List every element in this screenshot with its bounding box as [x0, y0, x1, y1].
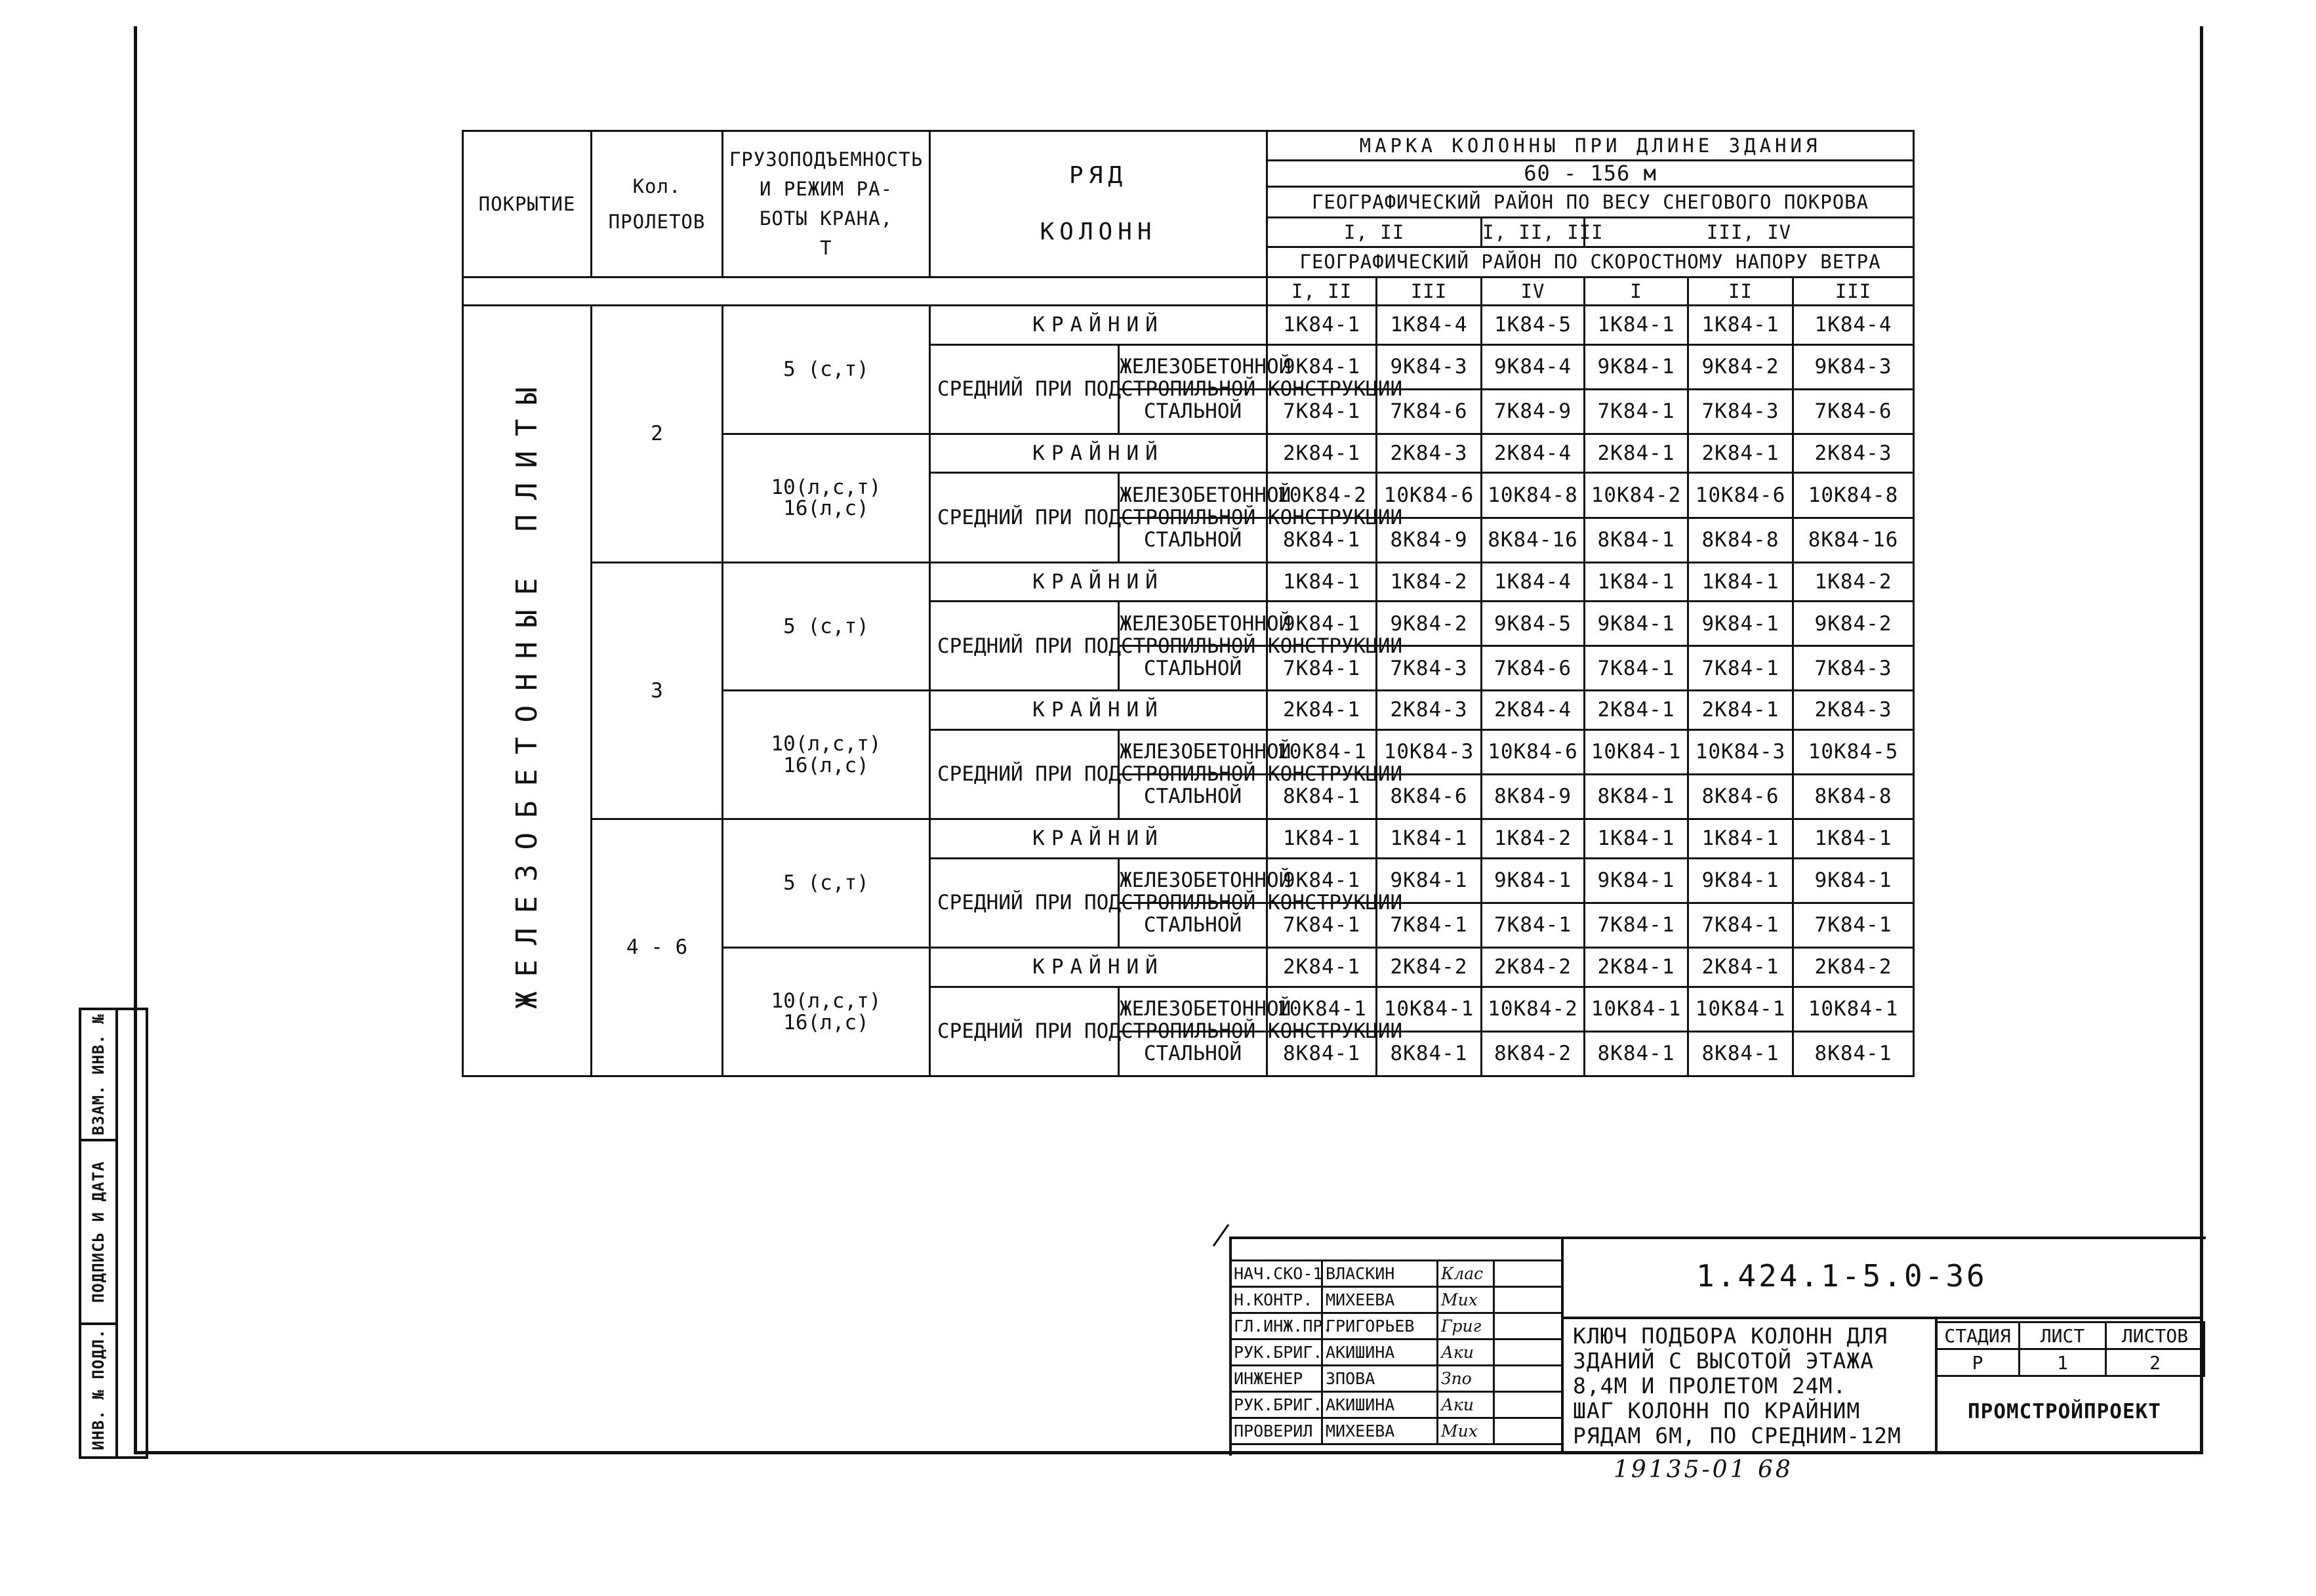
column-mark-cell: 7К84-3 [1377, 646, 1482, 691]
stamp-signature-date [81, 1141, 115, 1325]
crane-capacity: 10(л,с,т) 16(л,с) [723, 691, 930, 819]
crane-capacity: 5 (с,т) [723, 306, 930, 434]
column-mark-cell: 8К84-8 [1688, 518, 1793, 562]
cover-type-cell [463, 306, 592, 1076]
column-mark-cell: 8К84-1 [1585, 1031, 1688, 1076]
material-reinforced-concrete: ЖЕЛЕЗОБЕТОННОЙ [1119, 987, 1267, 1031]
header-crane-line1: ГРУЗОПОДЪЕМНОСТЬ [729, 148, 924, 171]
header-wind-col: III [1377, 277, 1482, 306]
column-mark-cell: 1К84-2 [1377, 562, 1482, 602]
column-mark-cell: 1К84-1 [1267, 562, 1377, 602]
column-mark-cell: 10К84-6 [1482, 730, 1585, 775]
signature-signature: Клас [1438, 1261, 1494, 1287]
column-selection-table [462, 130, 1915, 1077]
signature-name: ВЛАСКИН [1322, 1261, 1438, 1287]
header-spacer [463, 277, 1267, 306]
column-mark-cell: 8К84-9 [1482, 775, 1585, 819]
signature-name: АКИШИНА [1322, 1392, 1438, 1418]
row-middle-label: СРЕДНИЙ ПРИ ПОДСТРОПИЛЬНОЙ КОНСТРУКЦИИ [930, 473, 1119, 562]
header-spans-line1: Кол. [632, 174, 681, 197]
column-mark-cell: 1К84-1 [1585, 306, 1688, 345]
title-block-tick [1213, 1224, 1229, 1246]
column-mark-cell: 2К84-2 [1482, 948, 1585, 987]
column-mark-cell: 9К84-1 [1585, 602, 1688, 646]
header-snow-group-2: I, II, III [1482, 217, 1585, 247]
signature-date [1494, 1287, 1562, 1313]
column-mark-cell: 9К84-5 [1482, 602, 1585, 646]
stamp-signature-date-label: ПОДПИСЬ И ДАТА [89, 1160, 108, 1303]
signature-signature: Аки [1438, 1392, 1494, 1418]
column-mark-cell: 9К84-4 [1482, 344, 1585, 389]
column-mark-cell: 7К84-1 [1793, 903, 1914, 947]
header-crane-line4: Т [820, 237, 832, 260]
header-wind-col: I [1585, 277, 1688, 306]
column-mark-cell: 7К84-6 [1793, 389, 1914, 434]
crane-capacity: 5 (с,т) [723, 562, 930, 691]
column-mark-cell: 10К84-3 [1377, 730, 1482, 775]
column-mark-cell: 8К84-6 [1688, 775, 1793, 819]
column-mark-cell: 10К84-6 [1377, 473, 1482, 518]
column-mark-cell: 2К84-3 [1377, 691, 1482, 730]
column-mark-cell: 7К84-6 [1377, 389, 1482, 434]
signature-date [1494, 1313, 1562, 1340]
description-line: ЗДАНИЙ С ВЫСОТОЙ ЭТАЖА [1573, 1348, 1875, 1374]
column-mark-cell: 9К84-2 [1377, 602, 1482, 646]
row-edge-label: КРАЙНИЙ [930, 691, 1267, 730]
column-mark-cell: 7К84-6 [1482, 646, 1585, 691]
signature-name: МИХЕЕВА [1322, 1418, 1438, 1444]
column-mark-cell: 7К84-1 [1585, 903, 1688, 947]
column-mark-cell: 10К84-1 [1267, 730, 1377, 775]
stamp-replaced-inv [81, 1010, 115, 1141]
column-mark-cell: 1К84-4 [1377, 306, 1482, 345]
stamp-original-inv-label: ИНВ. № ПОДЛ. [89, 1328, 108, 1450]
signature-date [1494, 1340, 1562, 1366]
header-wind-col: III [1793, 277, 1914, 306]
column-mark-cell: 9К84-1 [1377, 858, 1482, 903]
column-mark-cell: 7К84-1 [1377, 903, 1482, 947]
column-mark-cell: 10К84-1 [1585, 730, 1688, 775]
material-reinforced-concrete: ЖЕЛЕЗОБЕТОННОЙ [1119, 344, 1267, 389]
material-reinforced-concrete: ЖЕЛЕЗОБЕТОННОЙ [1119, 473, 1267, 518]
column-mark-cell: 2К84-1 [1585, 691, 1688, 730]
document-number: 1.424.1-5.0-36 [1696, 1258, 1987, 1294]
column-mark-cell: 10К84-2 [1482, 987, 1585, 1031]
column-mark-cell: 7К84-1 [1688, 903, 1793, 947]
column-mark-cell: 2К84-1 [1267, 948, 1377, 987]
signature-name: ГРИГОРЬЕВ [1322, 1313, 1438, 1340]
header-row-line1: РЯД [1068, 161, 1128, 189]
material-steel: СТАЛЬНОЙ [1119, 646, 1267, 691]
signature-signature: Григ [1438, 1313, 1494, 1340]
column-mark-cell: 10К84-1 [1267, 987, 1377, 1031]
column-mark-cell: 7К84-1 [1267, 389, 1377, 434]
row-edge-label: КРАЙНИЙ [930, 306, 1267, 345]
signature-role: ГЛ.ИНЖ.ПР. [1230, 1313, 1322, 1340]
column-mark-cell: 7К84-1 [1585, 646, 1688, 691]
column-mark-cell: 8К84-6 [1377, 775, 1482, 819]
header-wind-col: II [1688, 277, 1793, 306]
stamp-original-inv [81, 1325, 115, 1454]
column-mark-cell: 2К84-4 [1482, 434, 1585, 473]
column-mark-cell: 8К84-16 [1482, 518, 1585, 562]
signatures-table [1229, 1259, 1563, 1445]
material-reinforced-concrete: ЖЕЛЕЗОБЕТОННОЙ [1119, 602, 1267, 646]
column-mark-cell: 10К84-5 [1793, 730, 1914, 775]
column-mark-cell: 8К84-1 [1377, 1031, 1482, 1076]
sheet-value: 1 [2020, 1349, 2106, 1376]
sheets-value: 2 [2106, 1349, 2204, 1376]
column-mark-cell: 9К84-1 [1688, 858, 1793, 903]
header-row-line2: КОЛОНН [1040, 218, 1157, 246]
column-mark-cell: 9К84-1 [1688, 602, 1793, 646]
column-mark-cell: 2К84-1 [1585, 434, 1688, 473]
stage-header: СТАДИЯ [1936, 1322, 2020, 1349]
signature-role: Н.КОНТР. [1230, 1287, 1322, 1313]
description-line: КЛЮЧ ПОДБОРА КОЛОНН ДЛЯ [1573, 1323, 1888, 1349]
column-mark-cell: 2К84-3 [1793, 691, 1914, 730]
header-spans-line2: ПРОЛЕТОВ [608, 211, 706, 234]
column-mark-cell: 1К84-2 [1482, 819, 1585, 859]
column-mark-cell: 7К84-1 [1482, 903, 1585, 947]
header-wind-col: IV [1482, 277, 1585, 306]
column-mark-cell: 2К84-1 [1688, 948, 1793, 987]
column-mark-cell: 7К84-3 [1688, 389, 1793, 434]
material-steel: СТАЛЬНОЙ [1119, 1031, 1267, 1076]
column-mark-cell: 10К84-8 [1482, 473, 1585, 518]
column-mark-cell: 1К84-1 [1267, 819, 1377, 859]
column-mark-cell: 8К84-1 [1267, 775, 1377, 819]
column-mark-cell: 10К84-1 [1688, 987, 1793, 1031]
column-mark-cell: 9К84-1 [1585, 858, 1688, 903]
signature-date [1494, 1418, 1562, 1444]
description-line: ШАГ КОЛОНН ПО КРАЙНИМ [1573, 1398, 1861, 1423]
description-line: 8,4М И ПРОЛЕТОМ 24М. [1573, 1373, 1847, 1399]
column-mark-cell: 1К84-1 [1793, 819, 1914, 859]
column-mark-cell: 1К84-4 [1482, 562, 1585, 602]
column-mark-cell: 1К84-1 [1585, 562, 1688, 602]
column-mark-cell: 8К84-2 [1482, 1031, 1585, 1076]
row-middle-label: СРЕДНИЙ ПРИ ПОДСТРОПИЛЬНОЙ КОНСТРУКЦИИ [930, 344, 1119, 434]
column-mark-cell: 8К84-1 [1793, 1031, 1914, 1076]
column-mark-cell: 2К84-4 [1482, 691, 1585, 730]
sheet-description [1573, 1324, 1901, 1448]
row-middle-label: СРЕДНИЙ ПРИ ПОДСТРОПИЛЬНОЙ КОНСТРУКЦИИ [930, 730, 1119, 819]
sheet-header: ЛИСТ [2020, 1322, 2106, 1349]
column-mark-cell: 9К84-1 [1793, 858, 1914, 903]
column-mark-cell: 8К84-1 [1267, 518, 1377, 562]
column-mark-cell: 9К84-2 [1688, 344, 1793, 389]
column-mark-cell: 10К84-8 [1793, 473, 1914, 518]
column-mark-cell: 1К84-4 [1793, 306, 1914, 345]
column-mark-cell: 1К84-2 [1793, 562, 1914, 602]
signature-signature: Зпо [1438, 1366, 1494, 1392]
column-mark-cell: 9К84-1 [1267, 602, 1377, 646]
column-mark-cell: 9К84-1 [1585, 344, 1688, 389]
column-mark-cell: 2К84-2 [1377, 948, 1482, 987]
column-mark-cell: 8К84-1 [1585, 775, 1688, 819]
column-mark-cell: 2К84-1 [1267, 434, 1377, 473]
column-mark-cell: 2К84-1 [1688, 434, 1793, 473]
header-mark-title: МАРКА КОЛОННЫ ПРИ ДЛИНЕ ЗДАНИЯ [1267, 131, 1914, 161]
column-mark-cell: 2К84-1 [1585, 948, 1688, 987]
row-edge-label: КРАЙНИЙ [930, 434, 1267, 473]
title-hline [1561, 1317, 2203, 1319]
header-crane-line3: БОТЫ КРАНА, [759, 207, 893, 230]
row-middle-label: СРЕДНИЙ ПРИ ПОДСТРОПИЛЬНОЙ КОНСТРУКЦИИ [930, 602, 1119, 691]
header-wind-title: ГЕОГРАФИЧЕСКИЙ РАЙОН ПО СКОРОСТНОМУ НАПОРУ ВЕТРА [1267, 247, 1914, 277]
column-mark-cell: 2К84-3 [1377, 434, 1482, 473]
column-mark-cell: 10К84-3 [1688, 730, 1793, 775]
header-crane [723, 131, 930, 277]
material-steel: СТАЛЬНОЙ [1119, 903, 1267, 947]
column-mark-cell: 8К84-8 [1793, 775, 1914, 819]
header-spans [592, 131, 723, 277]
column-mark-cell: 9К84-1 [1482, 858, 1585, 903]
organization-name: ПРОМСТРОЙПРОЕКТ [1968, 1400, 2161, 1423]
column-mark-cell: 8К84-9 [1377, 518, 1482, 562]
column-mark-cell: 1К84-1 [1267, 306, 1377, 345]
stamp-replaced-inv-label: ВЗАМ. ИНВ. № [89, 1013, 108, 1136]
column-mark-cell: 2К84-1 [1688, 691, 1793, 730]
header-snow-group-1: I, II [1267, 217, 1482, 247]
crane-capacity: 5 (с,т) [723, 819, 930, 948]
cover-type-label: ЖЕЛЕЗОБЕТОННЫЕ ПЛИТЫ [510, 373, 544, 1009]
column-mark-cell: 8К84-16 [1793, 518, 1914, 562]
column-mark-cell: 1К84-1 [1688, 819, 1793, 859]
column-mark-cell: 10К84-2 [1585, 473, 1688, 518]
spans-count: 2 [592, 306, 723, 563]
row-middle-label: СРЕДНИЙ ПРИ ПОДСТРОПИЛЬНОЙ КОНСТРУКЦИИ [930, 858, 1119, 947]
signature-role: ПРОВЕРИЛ [1230, 1418, 1322, 1444]
crane-capacity: 10(л,с,т) 16(л,с) [723, 434, 930, 562]
row-edge-label: КРАЙНИЙ [930, 562, 1267, 602]
column-mark-cell: 9К84-1 [1267, 344, 1377, 389]
material-steel: СТАЛЬНОЙ [1119, 518, 1267, 562]
column-mark-cell: 8К84-1 [1267, 1031, 1377, 1076]
material-reinforced-concrete: ЖЕЛЕЗОБЕТОННОЙ [1119, 730, 1267, 775]
signature-name: ЗПОВА [1322, 1366, 1438, 1392]
left-margin-stamp [79, 1008, 148, 1459]
header-cover: ПОКРЫТИЕ [463, 131, 592, 277]
column-mark-cell: 10К84-6 [1688, 473, 1793, 518]
signature-role: НАЧ.СКО-1 [1230, 1261, 1322, 1287]
header-length: 60 - 156 м [1267, 160, 1914, 186]
row-edge-label: КРАЙНИЙ [930, 948, 1267, 987]
signature-date [1494, 1261, 1562, 1287]
signature-date [1494, 1366, 1562, 1392]
column-mark-cell: 2К84-2 [1793, 948, 1914, 987]
signature-signature: Мих [1438, 1418, 1494, 1444]
column-mark-cell: 1К84-1 [1585, 819, 1688, 859]
signature-role: ИНЖЕНЕР [1230, 1366, 1322, 1392]
column-mark-cell: 8К84-1 [1585, 518, 1688, 562]
column-mark-cell: 8К84-1 [1688, 1031, 1793, 1076]
column-mark-cell: 2К84-3 [1793, 434, 1914, 473]
row-middle-label: СРЕДНИЙ ПРИ ПОДСТРОПИЛЬНОЙ КОНСТРУКЦИИ [930, 987, 1119, 1076]
header-snow-title: ГЕОГРАФИЧЕСКИЙ РАЙОН ПО ВЕСУ СНЕГОВОГО ПОКРОВА [1267, 187, 1914, 218]
spans-count: 3 [592, 562, 723, 819]
spans-count: 4 - 6 [592, 819, 723, 1076]
column-mark-cell: 9К84-2 [1793, 602, 1914, 646]
archive-number: 19135-01 68 [1614, 1456, 1793, 1483]
header-row [930, 131, 1267, 277]
material-steel: СТАЛЬНОЙ [1119, 389, 1267, 434]
column-mark-cell: 10К84-1 [1377, 987, 1482, 1031]
title-divider [1561, 1237, 1564, 1453]
crane-capacity: 10(л,с,т) 16(л,с) [723, 948, 930, 1076]
material-steel: СТАЛЬНОЙ [1119, 775, 1267, 819]
column-mark-cell: 10К84-2 [1267, 473, 1377, 518]
signature-date [1494, 1392, 1562, 1418]
row-edge-label: КРАЙНИЙ [930, 819, 1267, 859]
column-mark-cell: 1К84-1 [1688, 562, 1793, 602]
column-mark-cell: 9К84-1 [1267, 858, 1377, 903]
column-mark-cell: 9К84-3 [1377, 344, 1482, 389]
header-snow-group-3: III, IV [1585, 217, 1914, 247]
description-line: РЯДАМ 6М, ПО СРЕДНИМ-12М [1573, 1423, 1901, 1448]
column-mark-cell: 7К84-1 [1688, 646, 1793, 691]
column-mark-cell: 7К84-3 [1793, 646, 1914, 691]
column-mark-cell: 7К84-1 [1267, 903, 1377, 947]
sheets-header: ЛИСТОВ [2106, 1322, 2204, 1349]
signature-role: РУК.БРИГ. [1230, 1392, 1322, 1418]
column-mark-cell: 1К84-5 [1482, 306, 1585, 345]
column-mark-cell: 9К84-3 [1793, 344, 1914, 389]
material-reinforced-concrete: ЖЕЛЕЗОБЕТОННОЙ [1119, 858, 1267, 903]
column-mark-cell: 1К84-1 [1688, 306, 1793, 345]
header-wind-col: I, II [1267, 277, 1377, 306]
column-mark-cell: 7К84-9 [1482, 389, 1585, 434]
column-mark-cell: 1К84-1 [1377, 819, 1482, 859]
signature-signature: Аки [1438, 1340, 1494, 1366]
column-mark-cell: 7К84-1 [1267, 646, 1377, 691]
stage-table [1935, 1321, 2205, 1377]
signature-role: РУК.БРИГ. [1230, 1340, 1322, 1366]
signature-name: МИХЕЕВА [1322, 1287, 1438, 1313]
stage-value: Р [1936, 1349, 2020, 1376]
column-mark-cell: 7К84-1 [1585, 389, 1688, 434]
signature-signature: Мих [1438, 1287, 1494, 1313]
header-crane-line2: И РЕЖИМ РА- [759, 178, 893, 201]
signature-name: АКИШИНА [1322, 1340, 1438, 1366]
stamp-divider [115, 1010, 118, 1456]
column-mark-cell: 10К84-1 [1585, 987, 1688, 1031]
column-mark-cell: 10К84-1 [1793, 987, 1914, 1031]
column-mark-cell: 2К84-1 [1267, 691, 1377, 730]
